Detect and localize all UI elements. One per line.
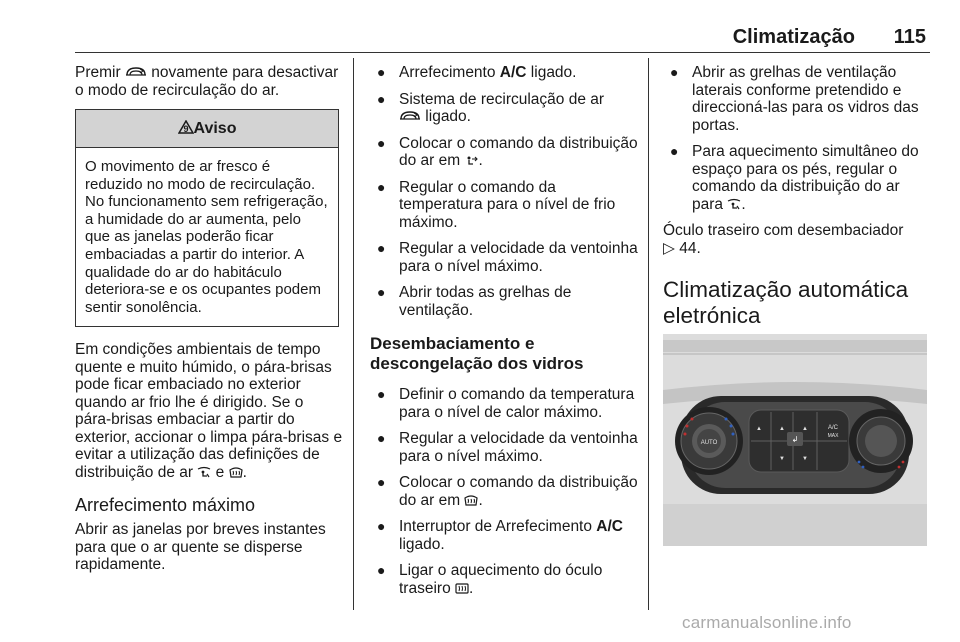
list-item: ● Abrir as grelhas de ventilação laterais conforme pretendido e direccioná-las para os vidros das portas.	[670, 64, 919, 134]
warning-body: O movimento de ar fresco é reduzido no modo de recirculação. No funcionamento sem refrigeração, a humidade do ar aumenta, pelo que as janelas poderão ficar embaciadas a partir do interior. A qualidade do ar do habitáculo deteriora-se e os ocupantes podem sentir sonolência.	[85, 158, 328, 316]
page-number: 115	[893, 26, 926, 48]
list-item: ● Para aquecimento simultâneo do espaço para os pés, regular o comando da distribuição do ar para .	[670, 143, 919, 213]
list-item: ● Regular o comando da temperatura para o nível de frio máximo.	[377, 178, 616, 231]
max-cooling-list	[370, 64, 638, 319]
windscreen-defrost-icon	[464, 494, 478, 507]
max-cooling-paragraph: Abrir as janelas por breves instantes para que o ar quente se disperse rapidamente.	[75, 521, 326, 574]
intro-paragraph: Premir novamente para desactivar o modo de recirculação do ar.	[75, 64, 339, 99]
air-distribution-windscreen-feet-icon	[727, 198, 741, 211]
list-item: ● Abrir todas as grelhas de ventilação.	[377, 284, 572, 319]
column-divider	[353, 58, 354, 610]
auto-climate-heading: Climatização automática eletrónica	[663, 277, 909, 328]
column-1	[75, 64, 343, 574]
svg-text:▼: ▼	[779, 456, 785, 462]
air-distribution-windscreen-feet-icon	[197, 466, 211, 479]
windscreen-defrost-icon	[229, 466, 243, 479]
list-item: ● Colocar o comando da distribuição do ar em .	[377, 134, 638, 169]
warning-box	[75, 109, 339, 327]
page-ref-arrow-icon: ▷	[663, 239, 680, 257]
column-3	[663, 64, 927, 329]
climate-control-panel-image	[663, 334, 927, 546]
recirculation-icon	[399, 110, 421, 122]
list-item: ● Sistema de recirculação de ar ligado.	[377, 90, 605, 125]
humidity-paragraph: Em condições ambientais de tempo quente e muito húmido, o pára-brisas pode ficar embaciado no exterior quando ar frio lhe é dirigido. Se o pára-brisas embaciar a partir do exterior, accionar o limpa pára-brisas e evitar a utilização das definições de distribuição de ar e .	[75, 341, 343, 481]
column-2	[370, 64, 638, 606]
air-distribution-face-icon	[464, 154, 478, 167]
list-item: ● Interruptor de Arrefecimento A/C ligado.	[377, 518, 623, 553]
page-header	[75, 22, 930, 53]
ac-button-label: A/C	[827, 425, 839, 431]
list-item: ● Regular a velocidade da ventoinha para o nível máximo.	[377, 240, 638, 275]
column-divider	[648, 58, 649, 610]
svg-text:↲: ↲	[791, 435, 799, 444]
warning-triangle-icon	[178, 120, 194, 134]
svg-text:9: 9	[182, 124, 189, 134]
svg-text:▼: ▼	[802, 456, 808, 462]
svg-text:▲: ▲	[802, 426, 808, 432]
max-button-label: MAX	[827, 433, 839, 439]
watermark: carmanualsonline.info	[682, 613, 852, 632]
warning-header	[76, 110, 338, 148]
rear-window-paragraph: Óculo traseiro com desembaciador ▷ 44.	[663, 222, 904, 257]
defrost-heading: Desembaciamento e descongelação dos vidros	[370, 334, 584, 373]
recirculation-icon	[125, 66, 147, 78]
list-item: ● Definir o comando da temperatura para o nível de calor máximo.	[377, 386, 635, 421]
svg-text:▲: ▲	[779, 426, 785, 432]
list-item: ● Arrefecimento A/C ligado.	[377, 64, 577, 81]
defrost-list-continued	[663, 64, 927, 213]
defrost-list	[370, 386, 638, 597]
page-ref-link[interactable]: 44.	[679, 239, 701, 257]
rear-window-heater-icon	[455, 582, 469, 595]
auto-button-label: AUTO	[700, 440, 718, 446]
list-item: ● Regular a velocidade da ventoinha para o nível máximo.	[377, 430, 638, 465]
svg-text:▲: ▲	[756, 426, 762, 432]
max-cooling-heading: Arrefecimento máximo	[75, 495, 256, 516]
section-title: Climatização	[732, 26, 855, 48]
warning-title: Aviso	[193, 120, 237, 137]
list-item: ● Ligar o aquecimento do óculo traseiro .	[377, 562, 603, 597]
list-item: ● Colocar o comando da distribuição do ar em .	[377, 474, 638, 509]
